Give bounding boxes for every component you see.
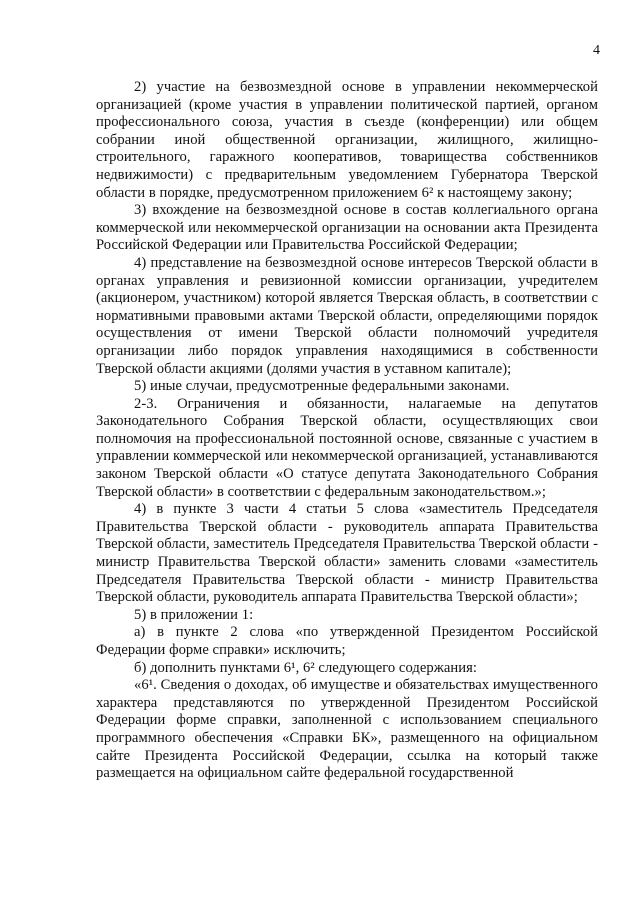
page-number: 4 [593, 43, 600, 58]
paragraph-item-4: 4) представление на безвозмездной основе интересов Тверской области в органах управления и ревизионной комиссии организации, учредителем (акционером, участником) которой является Тверская область, в соответствии с нормативными правовыми актами Тверской области, определяющими порядок осуществления от имени Тверской области полномочий учредителя организации либо порядок управления находящимися в собственности Тверской области акциями (долями участия в уставном капитале); [96, 254, 598, 377]
document-body [96, 79, 598, 783]
paragraph-subitem-b: б) дополнить пунктами 6¹, 6² следующего содержания: [134, 659, 477, 676]
paragraph-point-6-1: «6¹. Сведения о доходах, об имуществе и обязательствах имущественного характера представляются по утвержденной Президентом Российской Федерации форме справки, заполненной с использованием специального программного обеспечения «Справки БК», размещенного на официальном сайте Президента Российской Федерации, ссылка на который также размещается на официальном сайте федеральной государственной [96, 677, 598, 782]
paragraph-amendment-5: 5) в приложении 1: [134, 606, 254, 623]
paragraph-amendment-4: 4) в пункте 3 части 4 статьи 5 слова «заместитель Председателя Правительства Тверской области - руководитель аппарата Правительства Тверской области, заместитель Председателя Правительства Тверской области - министр Правительства Тверской области» заменить словами «заместитель Председателя Правительства Тверской области - министр Правительства Тверской области, руководитель аппарата Правительства Тверской области»; [96, 501, 598, 606]
paragraph-subitem-a: а) в пункте 2 слова «по утвержденной Президентом Российской Федерации форме справки» исключить; [96, 624, 598, 658]
paragraph-part-2-3: 2-3. Ограничения и обязанности, налагаемые на депутатов Законодательного Собрания Тверской области, осуществляющих свои полномочия на профессиональной постоянной основе, связанные с участием в управлении коммерческой или некоммерческой организацией, устанавливаются законом Тверской области «О статусе депутата Законодательного Собрания Тверской области» в соответствии с федеральным законодательством.»; [96, 395, 598, 500]
paragraph-item-3: 3) вхождение на безвозмездной основе в состав коллегиального органа коммерческой или некоммерческой организации на основании акта Президента Российской Федерации или Правительства Российской Федерации; [96, 202, 598, 254]
paragraph-item-2: 2) участие на безвозмездной основе в управлении некоммерческой организацией (кроме участия в управлении политической партией, органом профессионального союза, участия в съезде (конференции) или общем собрании иной общественной организации, жилищного, жилищно-строительного, гаражного кооперативов, товарищества собственников недвижимости) с предварительным уведомлением Губернатора Тверской области в порядке, предусмотренном приложением 6² к настоящему закону; [96, 79, 598, 201]
paragraph-item-5: 5) иные случаи, предусмотренные федеральными законами. [134, 378, 510, 395]
